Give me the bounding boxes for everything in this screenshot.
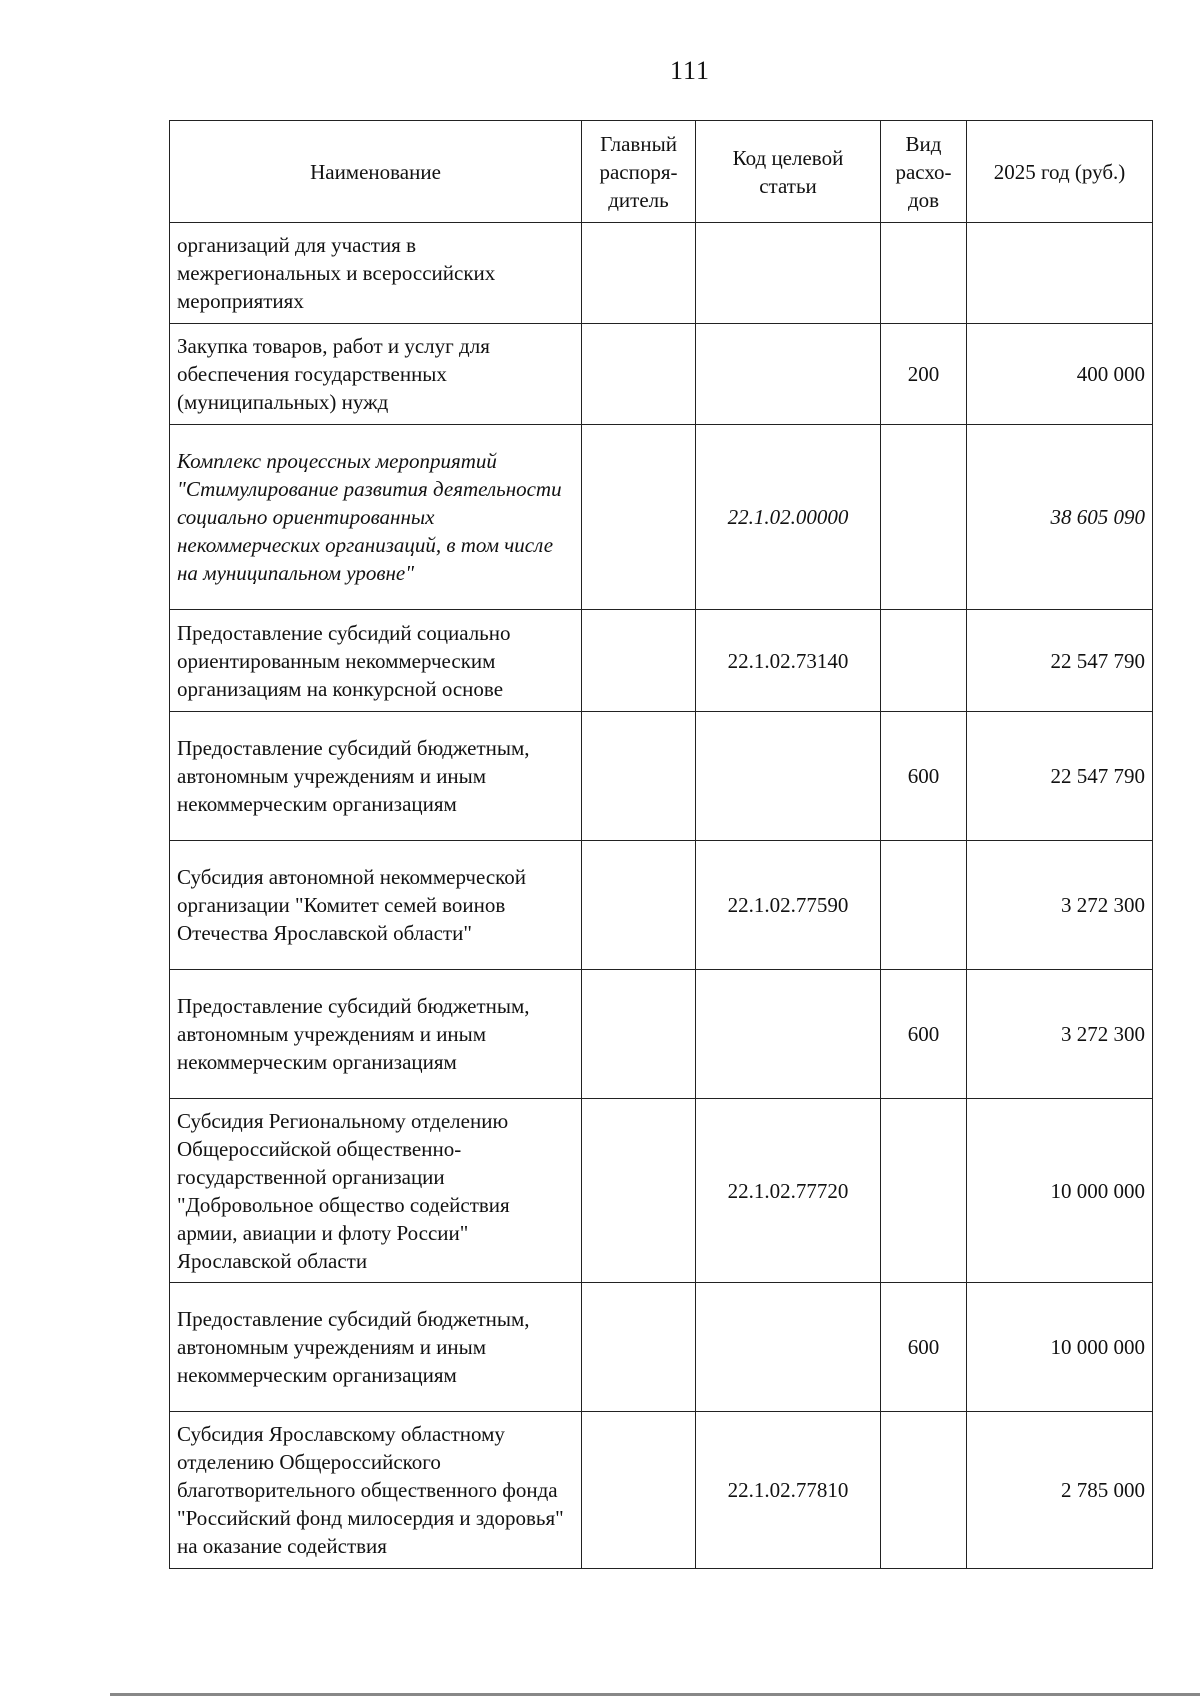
row-name: Комплекс процессных мероприятий "Стимулирование развития деятельности социально ориентированных некоммерческих организаций, в том числе на муниципальном уровне" <box>170 425 582 610</box>
table-row <box>170 610 1153 712</box>
header-expense-kind: Вид расхо-дов <box>881 121 967 223</box>
row-name: Субсидия Региональному отделению Общероссийской общественно-государственной организации "Добровольное общество содействия армии, авиации и флоту России" Ярославской области <box>170 1099 582 1283</box>
row-name: Предоставление субсидий социально ориентированным некоммерческим организациям на конкурсной основе <box>170 610 582 712</box>
header-target-code: Код целевой статьи <box>696 121 881 223</box>
row-main-manager <box>582 841 696 970</box>
row-main-manager <box>582 712 696 841</box>
row-sum: 3 272 300 <box>967 841 1153 970</box>
page-bottom-rule <box>110 1693 1200 1696</box>
row-target-code: 22.1.02.77590 <box>696 841 881 970</box>
row-expense-kind: 600 <box>881 712 967 841</box>
table-row <box>170 1099 1153 1283</box>
table-row <box>170 425 1153 610</box>
row-expense-kind <box>881 610 967 712</box>
row-name: Предоставление субсидий бюджетным, автономным учреждениям и иным некоммерческим организациям <box>170 1283 582 1412</box>
row-target-code <box>696 970 881 1099</box>
table-row <box>170 324 1153 425</box>
row-expense-kind <box>881 425 967 610</box>
row-expense-kind <box>881 1099 967 1283</box>
row-name: Предоставление субсидий бюджетным, автономным учреждениям и иным некоммерческим организациям <box>170 712 582 841</box>
row-target-code <box>696 223 881 324</box>
row-sum: 400 000 <box>967 324 1153 425</box>
row-target-code: 22.1.02.00000 <box>696 425 881 610</box>
budget-table <box>169 120 1153 1569</box>
row-main-manager <box>582 1412 696 1569</box>
row-main-manager <box>582 610 696 712</box>
row-name: организаций для участия в межрегиональных и всероссийских мероприятиях <box>170 223 582 324</box>
header-main-manager: Главный распоря-дитель <box>582 121 696 223</box>
row-main-manager <box>582 1283 696 1412</box>
row-sum: 22 547 790 <box>967 712 1153 841</box>
table-row <box>170 970 1153 1099</box>
row-name: Предоставление субсидий бюджетным, автономным учреждениям и иным некоммерческим организациям <box>170 970 582 1099</box>
row-expense-kind <box>881 841 967 970</box>
row-main-manager <box>582 223 696 324</box>
header-year-sum: 2025 год (руб.) <box>967 121 1153 223</box>
header-name: Наименование <box>170 121 582 223</box>
row-target-code: 22.1.02.77720 <box>696 1099 881 1283</box>
row-expense-kind <box>881 223 967 324</box>
row-expense-kind: 600 <box>881 970 967 1099</box>
table-row <box>170 712 1153 841</box>
row-expense-kind: 200 <box>881 324 967 425</box>
page-number: 111 <box>669 56 711 85</box>
row-main-manager <box>582 970 696 1099</box>
row-target-code: 22.1.02.77810 <box>696 1412 881 1569</box>
table-row <box>170 223 1153 324</box>
row-sum: 3 272 300 <box>967 970 1153 1099</box>
row-main-manager <box>582 1099 696 1283</box>
row-sum: 22 547 790 <box>967 610 1153 712</box>
row-sum: 38 605 090 <box>967 425 1153 610</box>
table-row <box>170 1283 1153 1412</box>
row-sum: 10 000 000 <box>967 1099 1153 1283</box>
table-row <box>170 1412 1153 1569</box>
table-row <box>170 841 1153 970</box>
row-sum: 2 785 000 <box>967 1412 1153 1569</box>
row-sum: 10 000 000 <box>967 1283 1153 1412</box>
row-sum <box>967 223 1153 324</box>
row-name: Закупка товаров, работ и услуг для обеспечения государственных (муниципальных) нужд <box>170 324 582 425</box>
table-header-row <box>170 121 1153 223</box>
row-target-code <box>696 324 881 425</box>
row-main-manager <box>582 425 696 610</box>
row-name: Субсидия Ярославскому областному отделению Общероссийского благотворительного общественного фонда "Российский фонд милосердия и здоровья" на оказание содействия <box>170 1412 582 1569</box>
row-target-code <box>696 1283 881 1412</box>
row-target-code <box>696 712 881 841</box>
row-name: Субсидия автономной некоммерческой организации "Комитет семей воинов Отечества Ярославской области" <box>170 841 582 970</box>
row-main-manager <box>582 324 696 425</box>
row-target-code: 22.1.02.73140 <box>696 610 881 712</box>
row-expense-kind <box>881 1412 967 1569</box>
row-expense-kind: 600 <box>881 1283 967 1412</box>
